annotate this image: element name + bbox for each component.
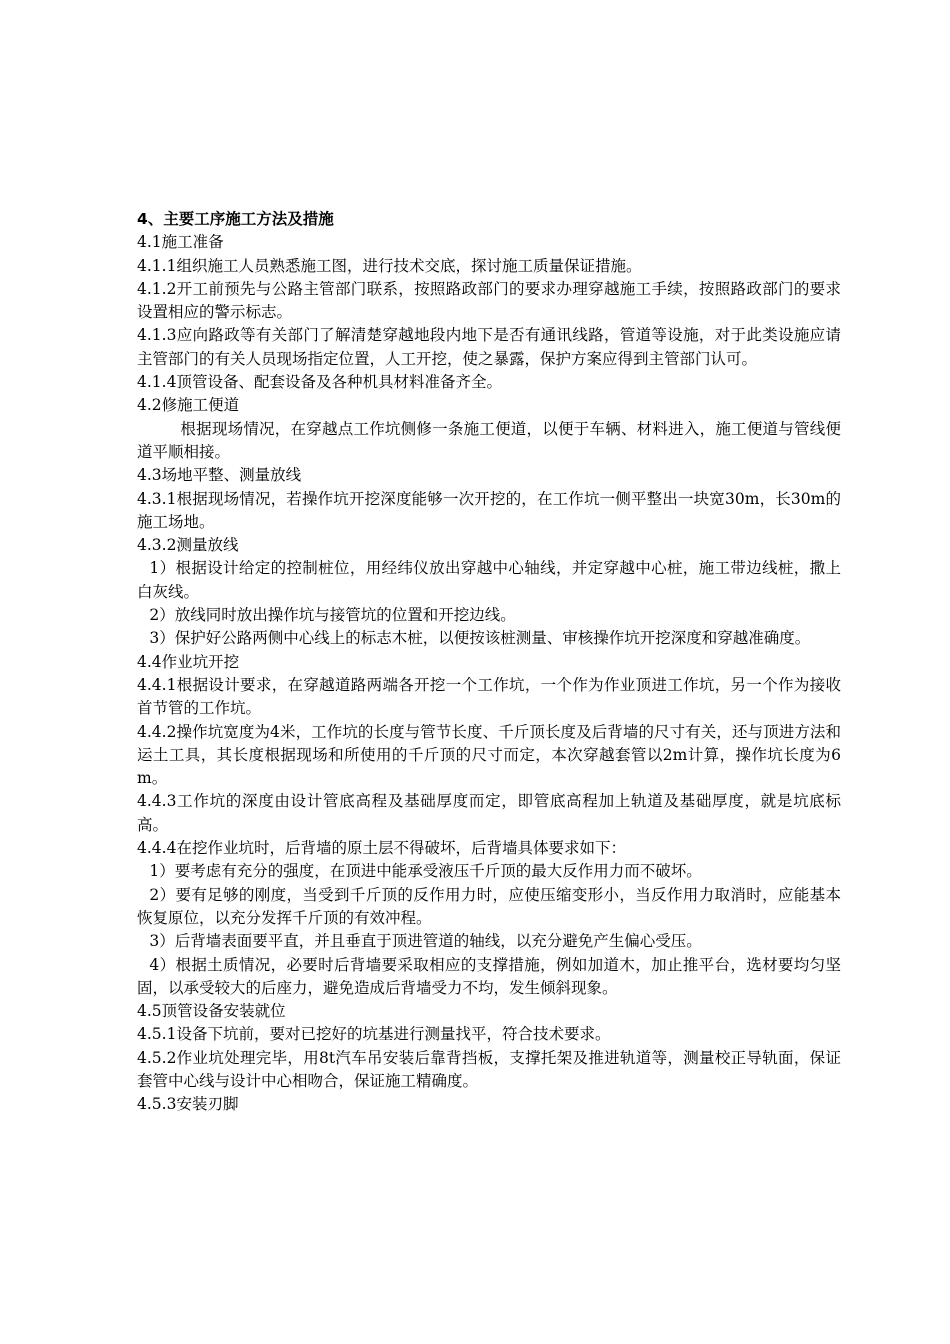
subsection-heading: 4.4作业坑开挖 xyxy=(137,652,240,671)
paragraph: 4.4.3工作坑的深度由设计管底高程及基础厚度而定，即管底高程加上轨道及基础厚度，就是坑底标高。 xyxy=(137,792,841,834)
section-title: 4、主要工序施工方法及措施 xyxy=(137,210,334,228)
subsection-heading: 4.2修施工便道 xyxy=(137,396,240,415)
list-item: 2）要有足够的刚度，当受到千斤顶的反作用力时，应使压缩变形小，当反作用力取消时，应能基本恢复原位，以充分发挥千斤顶的有效冲程。 xyxy=(137,885,841,927)
paragraph: 4.1.3应向路政等有关部门了解清楚穿越地段内地下是否有通讯线路，管道等设施，对于此类设施应请主管部门的有关人员现场指定位置，人工开挖，使之暴露，保护方案应得到主管部门认可。 xyxy=(137,326,841,368)
list-item: 3）保护好公路两侧中心线上的标志木桩，以便按该桩测量、审核操作坑开挖深度和穿越准确度。 xyxy=(149,629,811,648)
subsection-heading: 4.1施工准备 xyxy=(137,233,224,252)
list-item: 1）根据设计给定的控制桩位，用经纬仪放出穿越中心轴线，并定穿越中心桩，施工带边线桩，撒上白灰线。 xyxy=(137,559,841,601)
paragraph: 4.4.4在挖作业坑时，后背墙的原土层不得破坏，后背墙具体要求如下： xyxy=(137,839,626,858)
document-body xyxy=(137,208,841,1117)
subsection-heading: 4.3场地平整、测量放线 xyxy=(137,466,302,485)
paragraph: 4.3.1根据现场情况，若操作坑开挖深度能够一次开挖的，在工作坑一侧平整出一块宽30m，长30m的施工场地。 xyxy=(137,489,841,531)
paragraph: 4.1.1组织施工人员熟悉施工图，进行技术交底，探讨施工质量保证措施。 xyxy=(137,256,642,275)
list-item: 3）后背墙表面要平直，并且垂直于顶进管道的轴线，以充分避免产生偏心受压。 xyxy=(149,932,702,951)
paragraph: 4.1.2开工前预先与公路主管部门联系，按照路政部门的要求办理穿越施工手续，按照路政部门的要求设置相应的警示标志。 xyxy=(137,279,841,322)
paragraph: 根据现场情况，在穿越点工作坑侧修一条施工便道，以便于车辆、材料进入，施工便道与管线便道平顺相接。 xyxy=(137,419,841,461)
subsection-heading: 4.5顶管设备安装就位 xyxy=(137,1002,286,1021)
paragraph: 4.4.2操作坑宽度为4米，工作坑的长度与管节长度、千斤顶长度及后背墙的尺寸有关，还与顶进方法和运土工具，其长度根据现场和所使用的千斤顶的尺寸而定，本次穿越套管以2m计算，操作坑长度为6m。 xyxy=(137,722,841,788)
list-item: 1）要考虑有充分的强度，在顶进中能承受液压千斤顶的最大反作用力而不破坏。 xyxy=(149,862,702,881)
list-item: 2）放线同时放出操作坑与接管坑的位置和开挖边线。 xyxy=(149,606,516,625)
list-item: 4）根据土质情况，必要时后背墙要采取相应的支撑措施，例如加道木，加止推平台，选材要均匀坚固，以承受较大的后座力，避免造成后背墙受力不均，发生倾斜现象。 xyxy=(137,955,841,997)
paragraph: 4.5.1设备下坑前，要对已挖好的坑基进行测量找平，符合技术要求。 xyxy=(137,1025,611,1044)
paragraph: 4.5.2作业坑处理完毕，用8t汽车吊安装后靠背挡板，支撑托架及推进轨道等，测量校正导轨面，保证套管中心线与设计中心相吻合，保证施工精确度。 xyxy=(137,1048,841,1090)
paragraph: 4.4.1根据设计要求，在穿越道路两端各开挖一个工作坑，一个作为作业顶进工作坑，另一个作为接收首节管的工作坑。 xyxy=(137,675,841,718)
paragraph: 4.3.2测量放线 xyxy=(137,536,239,555)
paragraph: 4.5.3安装刃脚 xyxy=(137,1095,239,1114)
paragraph: 4.1.4顶管设备、配套设备及各种机具材料准备齐全。 xyxy=(137,373,502,392)
